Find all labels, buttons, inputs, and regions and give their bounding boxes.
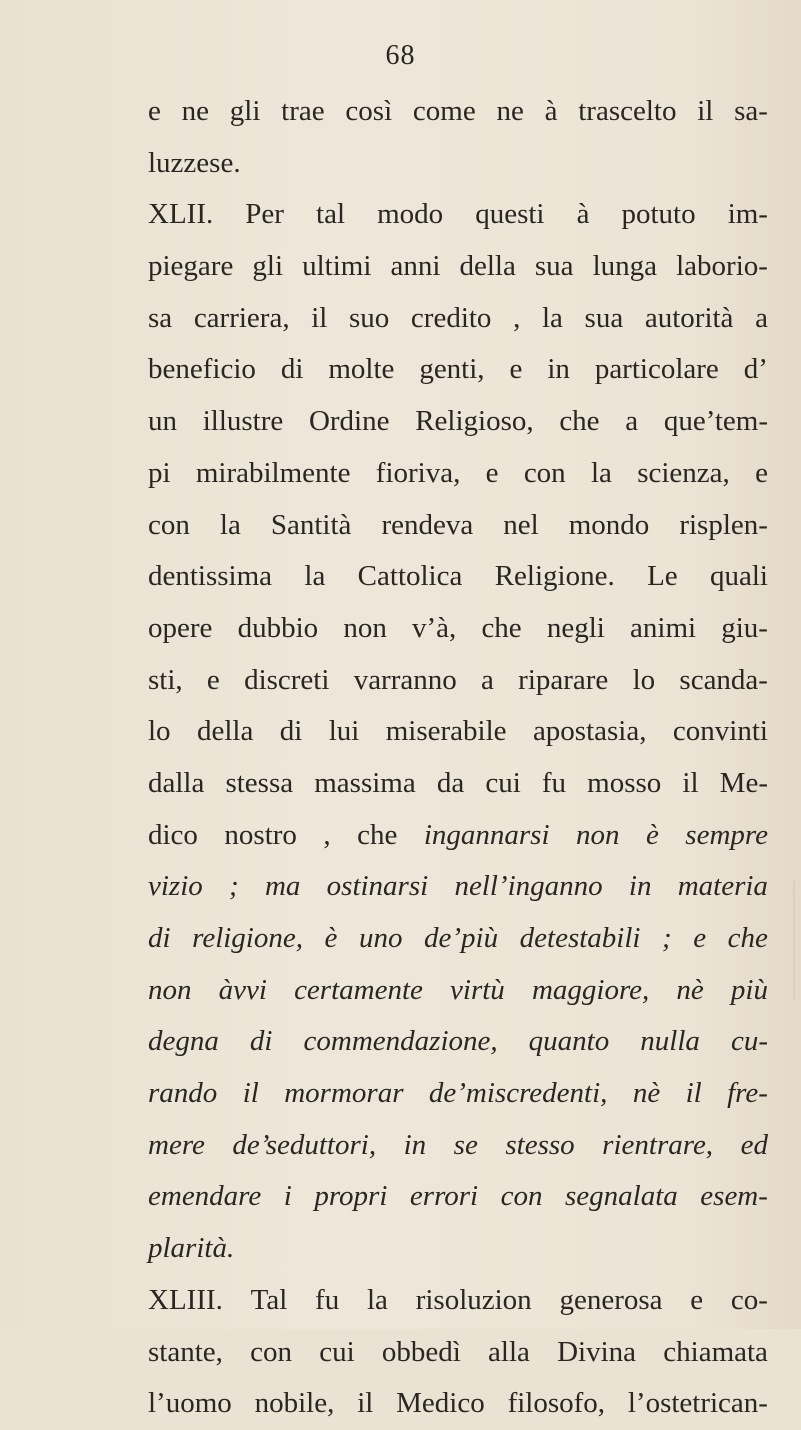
word: piegare: [148, 250, 234, 283]
word: genti,: [419, 353, 485, 386]
word: gli: [252, 250, 284, 283]
word: suo: [348, 301, 390, 334]
word: dubbio: [237, 611, 319, 644]
word: particolare: [594, 353, 719, 386]
word: maggiore,: [531, 973, 650, 1006]
word: più: [730, 973, 768, 1006]
text-line: [148, 758, 768, 810]
word: ne: [496, 95, 524, 127]
word: sempre: [685, 818, 768, 851]
word: Ordine: [308, 405, 390, 438]
word: a: [625, 405, 639, 438]
word: mormorar: [284, 1077, 404, 1110]
word: tal: [316, 198, 346, 231]
word: Santità: [270, 508, 352, 541]
word: dico: [148, 818, 198, 851]
word: che: [357, 818, 398, 851]
word: propri: [314, 1180, 388, 1213]
word: que’tem-: [663, 405, 768, 438]
word: il: [242, 1077, 259, 1110]
word: ,: [513, 301, 521, 334]
word: con: [148, 508, 190, 541]
word: laborio-: [676, 250, 768, 283]
text-line: [148, 861, 768, 913]
word: mirabilmente: [195, 456, 351, 489]
word: il: [682, 766, 699, 799]
word: trascelto: [578, 95, 677, 127]
word: nè: [632, 1077, 661, 1110]
word: sua: [584, 301, 624, 334]
word: varranno: [353, 663, 457, 696]
word: e: [206, 663, 220, 696]
word: convinti: [672, 715, 768, 748]
word: ;: [662, 922, 672, 954]
word: e: [693, 922, 707, 954]
word: co-: [730, 1283, 768, 1316]
word: lui: [328, 715, 360, 748]
word: il: [311, 301, 328, 334]
word: emendare: [148, 1180, 262, 1213]
word: in: [547, 353, 570, 386]
text-line: [148, 706, 768, 758]
word: la: [304, 560, 326, 593]
word: ;: [229, 870, 239, 903]
word: discreti: [244, 663, 330, 696]
word: negli: [546, 611, 605, 644]
word: non: [343, 611, 387, 644]
word: a: [481, 663, 494, 696]
word: la: [219, 508, 241, 541]
word: la: [541, 301, 563, 334]
word: e: [690, 1283, 704, 1316]
word: filosofo,: [507, 1387, 606, 1420]
word: materia: [677, 870, 768, 903]
word: giu-: [721, 611, 768, 644]
word: animi: [630, 611, 697, 644]
word: fu: [315, 1283, 340, 1316]
word: sa: [148, 301, 173, 334]
word: scienza,: [637, 456, 730, 489]
word: nulla: [640, 1025, 700, 1058]
word: massima: [314, 766, 416, 799]
word: apostasia,: [532, 715, 647, 748]
word: così: [345, 95, 393, 127]
word: a: [755, 301, 768, 334]
word: di: [279, 715, 303, 748]
word: anni: [390, 250, 441, 283]
word: il: [685, 1077, 702, 1110]
word: carriera,: [193, 301, 290, 334]
text-line: [148, 1275, 768, 1327]
word: opere: [148, 611, 213, 644]
word: rando: [148, 1077, 218, 1110]
word: di: [280, 353, 304, 386]
word: modo: [377, 198, 444, 231]
word: degna: [148, 1025, 219, 1058]
word: la: [366, 1283, 388, 1316]
page-edge-shadow: [793, 880, 795, 1000]
word: mondo: [568, 508, 650, 541]
word: sti,: [148, 663, 183, 696]
word: i: [283, 1180, 292, 1213]
text-line: [148, 1223, 768, 1275]
word: ne: [181, 95, 210, 127]
word: lo: [632, 663, 656, 696]
text-line: [148, 551, 768, 603]
word: di: [249, 1025, 273, 1058]
text-line: [148, 448, 768, 500]
word: della: [459, 250, 516, 283]
word: questi: [475, 198, 545, 231]
word: mere: [148, 1128, 205, 1161]
word: la: [590, 456, 612, 489]
word: ,: [323, 818, 331, 851]
word: in: [628, 870, 652, 903]
word: riparare: [518, 663, 609, 696]
word: che: [727, 922, 768, 954]
word: è: [645, 818, 659, 851]
word: Per: [245, 198, 284, 231]
word: rientrare,: [602, 1128, 714, 1161]
text-line: [148, 396, 768, 448]
word: Medico: [396, 1387, 485, 1420]
word: Religioso,: [415, 405, 534, 438]
word: virtù: [450, 973, 505, 1006]
text-line: [148, 241, 768, 293]
text-line: [148, 965, 768, 1017]
word: ingannarsi: [423, 818, 550, 851]
word: di: [148, 922, 171, 954]
word: obbedì: [381, 1335, 461, 1368]
word: generosa: [559, 1283, 663, 1316]
text-line: [148, 1327, 768, 1379]
word: da: [436, 766, 465, 799]
text-line: [148, 344, 768, 396]
word: sua: [534, 250, 574, 283]
word: nel: [503, 508, 539, 541]
word: ultimi: [302, 250, 372, 283]
word: con: [500, 1180, 543, 1213]
word: religione,: [192, 922, 303, 954]
word: v’à,: [411, 611, 457, 644]
text-line: [148, 293, 768, 345]
word: che: [559, 405, 600, 438]
word: uno: [358, 922, 403, 954]
text-line: [148, 1068, 768, 1120]
word: esem-: [700, 1180, 768, 1213]
word: e: [485, 456, 499, 489]
word: luzzese.: [148, 146, 241, 179]
word: che: [481, 611, 522, 644]
word: stessa: [225, 766, 294, 799]
word: scanda-: [679, 663, 768, 696]
word: è: [324, 922, 338, 954]
word: cui: [485, 766, 521, 799]
word: Le: [647, 560, 678, 593]
word: Divina: [557, 1335, 637, 1368]
text-line: [148, 1378, 768, 1430]
word: quanto: [528, 1025, 610, 1058]
word: il: [697, 95, 714, 127]
word: alla: [488, 1335, 530, 1368]
word: nobile,: [254, 1387, 335, 1420]
word: autorità: [644, 301, 734, 334]
word: dentissima: [148, 560, 273, 593]
word: fu: [541, 766, 567, 799]
text-line: [148, 1171, 768, 1223]
word: e: [509, 353, 523, 386]
word: credito: [410, 301, 492, 334]
text-line: [148, 655, 768, 707]
word: im-: [727, 198, 768, 231]
word: dalla: [148, 766, 205, 799]
text-line: [148, 1016, 768, 1068]
word: beneficio: [148, 353, 256, 386]
word: commendazione,: [303, 1025, 498, 1058]
word: à: [544, 95, 558, 127]
word: risoluzion: [415, 1283, 532, 1316]
word: ma: [264, 870, 301, 903]
word: nè: [676, 973, 704, 1006]
word: potuto: [621, 198, 696, 231]
word: errori: [409, 1180, 479, 1213]
word: fre-: [727, 1077, 768, 1110]
word: e: [755, 456, 768, 489]
word: rendeva: [381, 508, 474, 541]
word: pi: [148, 456, 171, 489]
text-line: [148, 1120, 768, 1172]
word: un: [148, 405, 177, 438]
word: in: [403, 1128, 427, 1161]
word: nostro: [224, 818, 297, 851]
word: trae: [281, 95, 325, 127]
word: àvvi: [218, 973, 267, 1006]
word: de’seduttori,: [232, 1128, 377, 1161]
word: gli: [229, 95, 261, 127]
word: non: [575, 818, 620, 851]
word: della: [196, 715, 254, 748]
text-line: [148, 189, 768, 241]
word: de’miscredenti,: [428, 1077, 608, 1110]
word: certamente: [294, 973, 423, 1006]
word: lunga: [592, 250, 658, 283]
word: molte: [328, 353, 395, 386]
word: segnalata: [565, 1180, 678, 1213]
text-line: [148, 500, 768, 552]
word: cu-: [730, 1025, 768, 1058]
word: à: [576, 198, 590, 231]
word: stante,: [148, 1335, 223, 1368]
page-number: 68: [385, 40, 416, 71]
word: ed: [740, 1128, 768, 1161]
text-line: [148, 138, 768, 190]
text-line: [148, 603, 768, 655]
word: se: [453, 1128, 478, 1161]
text-line: [148, 810, 768, 862]
word: come: [412, 95, 476, 127]
word: il: [357, 1387, 374, 1420]
word: sa-: [734, 95, 768, 127]
word: XLIII.: [148, 1283, 223, 1316]
word: detestabili: [519, 922, 641, 954]
word: quali: [710, 560, 768, 593]
word: l’ostetrican-: [627, 1387, 768, 1420]
word: cui: [319, 1335, 355, 1368]
text-body: [148, 86, 768, 1430]
word: plarità.: [148, 1232, 235, 1265]
word: risplen-: [679, 508, 768, 541]
word: miserabile: [385, 715, 507, 748]
word: illustre: [202, 405, 284, 438]
word: l’uomo: [148, 1387, 232, 1420]
word: Me-: [719, 766, 768, 799]
word: XLII.: [148, 198, 214, 231]
word: vizio: [148, 870, 203, 903]
word: ostinarsi: [326, 870, 429, 903]
word: Cattolica: [357, 560, 463, 593]
word: d’: [743, 353, 768, 386]
word: Religione.: [494, 560, 615, 593]
word: stesso: [505, 1128, 575, 1161]
word: con: [250, 1335, 292, 1368]
word: fioriva,: [375, 456, 461, 489]
word: Tal: [250, 1283, 288, 1316]
word: e: [148, 95, 161, 127]
word: non: [148, 973, 192, 1006]
text-line: [148, 913, 768, 965]
word: con: [523, 456, 566, 489]
word: nell’inganno: [454, 870, 603, 903]
word: chiamata: [663, 1335, 768, 1368]
text-line: [148, 86, 768, 138]
word: de’più: [424, 922, 499, 954]
word: lo: [148, 715, 171, 748]
word: mosso: [587, 766, 662, 799]
